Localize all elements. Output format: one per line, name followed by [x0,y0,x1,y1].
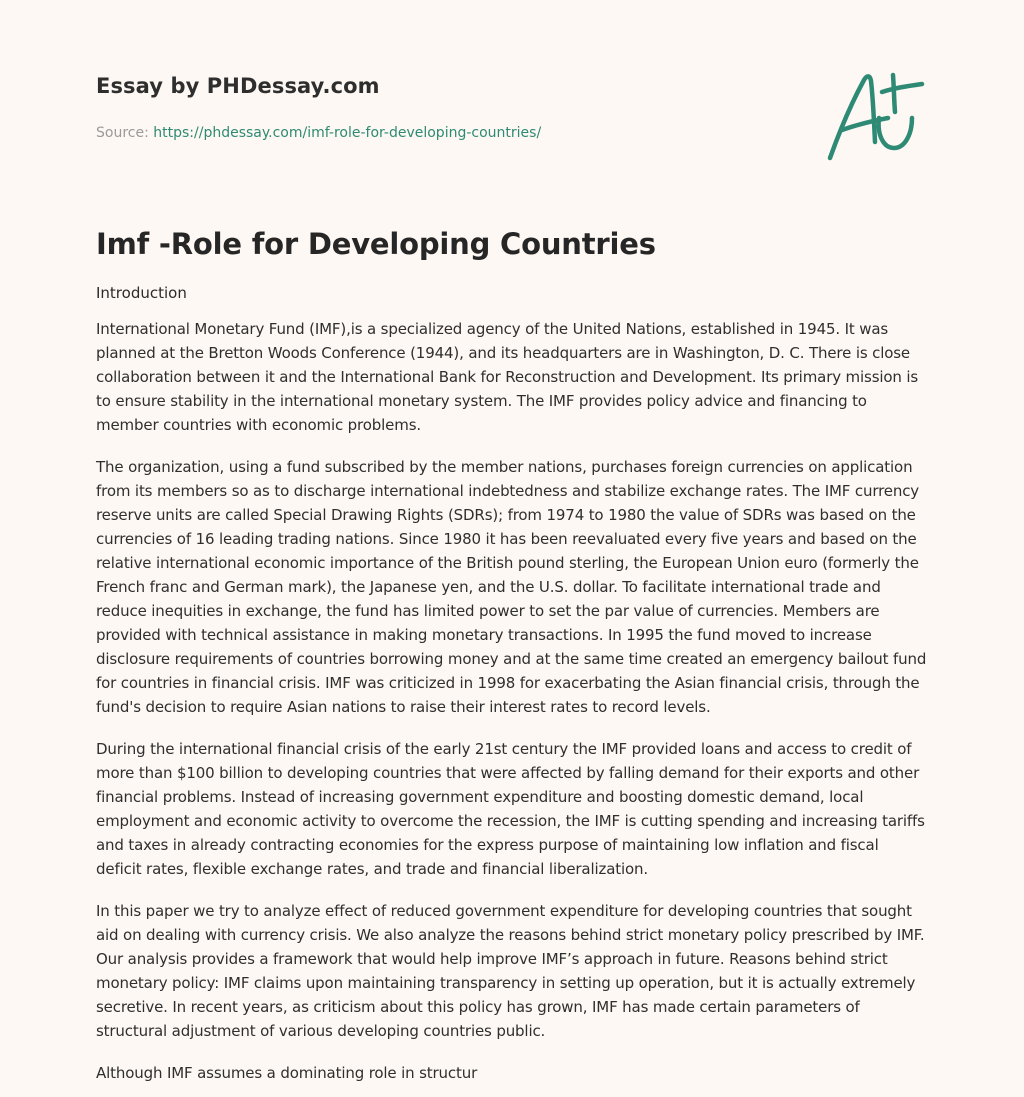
site-brand: Essay by PHDessay.com [96,74,380,98]
article-title: Imf -Role for Developing Countries [96,227,656,261]
article [96,227,928,1085]
source-line [96,125,696,141]
paragraph: In this paper we try to analyze effect of reduced government expenditure for developing countries that sought aid on dealing with currency crisis. We also analyze the reasons behind strict monetary policy prescribed by IMF. Our analysis provides a framework that would help improve IMF’s approach in future. Reasons behind strict monetary policy: IMF claims upon maintaining transparency in setting up operation, but it is actually extremely secretive. In recent years, as criticism about this policy has grown, IMF has made certain parameters of structural adjustment of various developing countries public. [96,902,925,1040]
paragraph: The organization, using a fund subscribed by the member nations, purchases foreign currencies on application from its members so as to discharge international indebtedness and stabilize exchange rates. The IMF currency reserve units are called Special Drawing Rights (SDRs); from 1974 to 1980 the value of SDRs was based on the currencies of 16 leading trading nations. Since 1980 it has been reevaluated every five years and based on the relative international economic importance of the British pound sterling, the European Union euro (formerly the French franc and German mark), the Japanese yen, and the U.S. dollar. To facilitate international trade and reduce inequities in exchange, the fund has limited power to set the par value of currencies. Members are provided with technical assistance in making monetary transactions. In 1995 the fund moved to increase disclosure requirements of countries borrowing money and at the same time created an emergency bailout fund for countries in financial crisis. IMF was criticized in 1998 for exacerbating the Asian financial crisis, through the fund's decision to require Asian nations to raise their interest rates to record levels. [96,458,927,716]
paragraph: During the international financial crisis of the early 21st century the IMF provided loans and access to credit of more than $100 billion to developing countries that were affected by falling demand for their exports and other financial problems. Instead of increasing government expenditure and boosting domestic demand, local employment and economic activity to overcome the recession, the IMF is cutting spending and increasing tariffs and taxes in already contracting economies for the express purpose of maintaining low inflation and fiscal deficit rates, flexible exchange rates, and trade and financial liberalization. [96,740,925,878]
paragraph: International Monetary Fund (IMF),is a specialized agency of the United Nations, established in 1945. It was planned at the Bretton Woods Conference (1944), and its headquarters are in Washington, D. C. There is close collaboration between it and the International Bank for Reconstruction and Development. Its primary mission is to ensure stability in the international monetary system. The IMF provides policy advice and financing to member countries with economic problems. [96,320,919,434]
a-plus-logo-icon [822,68,928,164]
source-link[interactable]: https://phdessay.com/imf-role-for-developing-countries/ [153,125,542,141]
section-heading: Introduction [96,284,187,302]
source-label: Source: [96,125,154,141]
paragraph: Although IMF assumes a dominating role in structur [96,1064,478,1082]
page-header [96,74,696,141]
